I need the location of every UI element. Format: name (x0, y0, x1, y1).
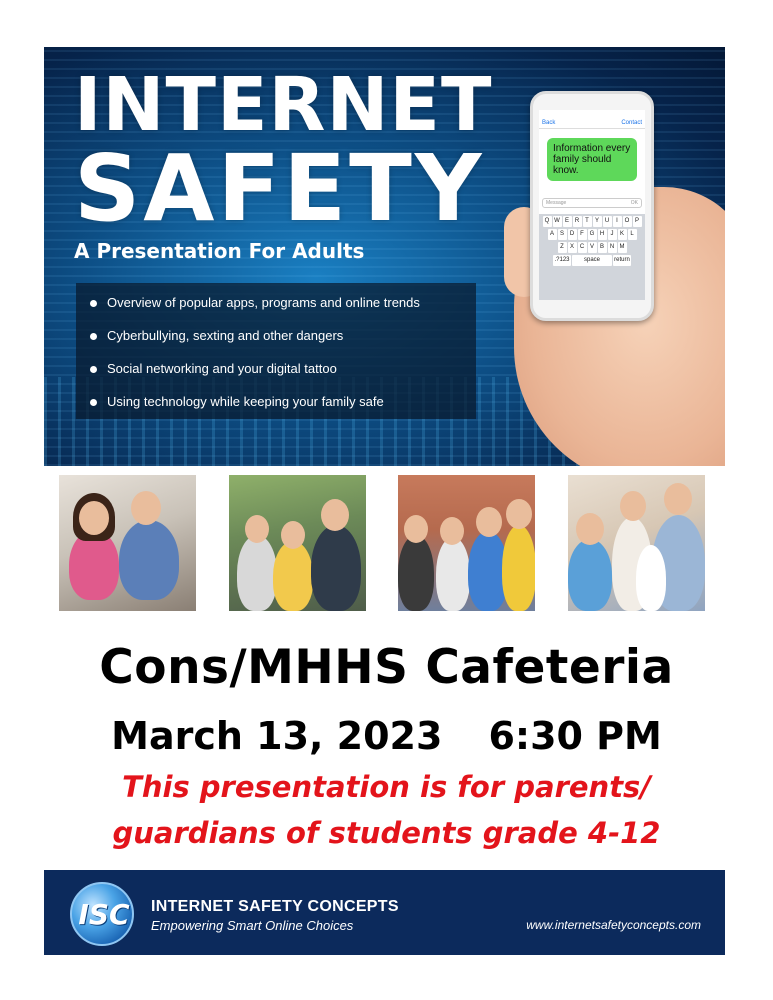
audience-notice-line2: guardians of students grade 4-12 (112, 816, 661, 850)
phone-contact-label: Contact (621, 120, 642, 126)
phone-input-placeholder: Message (546, 200, 567, 206)
key: I (613, 216, 622, 227)
organization-tagline: Empowering Smart Online Choices (151, 918, 354, 933)
photo-family-couch (59, 475, 196, 611)
key-space: space (572, 255, 612, 266)
phone-send-label: OK (630, 200, 638, 206)
phone-screen (539, 110, 645, 300)
bullet-icon (90, 300, 97, 307)
topics-box (76, 283, 476, 419)
key: U (603, 216, 612, 227)
phone-message-input (542, 198, 642, 208)
bullet-icon (90, 333, 97, 340)
event-time: 6:30 PM (488, 714, 662, 758)
key: Q (543, 216, 552, 227)
key: K (618, 229, 627, 240)
key: J (608, 229, 617, 240)
organization-name: INTERNET SAFETY CONCEPTS (151, 898, 399, 915)
photo-figure (119, 520, 179, 600)
key: H (598, 229, 607, 240)
topic-text: Social networking and your digital tattoo (107, 361, 337, 376)
key: E (563, 216, 572, 227)
key-numbers: .?123 (553, 255, 571, 266)
key: B (598, 242, 607, 253)
keyboard-row-3 (541, 242, 643, 253)
photo-family-tablet (568, 475, 705, 611)
key: M (618, 242, 627, 253)
key: W (553, 216, 562, 227)
photo-figure (664, 483, 692, 515)
key-return: return (613, 255, 631, 266)
phone-back-label: Back (542, 120, 556, 126)
key: R (573, 216, 582, 227)
bullet-icon (90, 399, 97, 406)
key: G (588, 229, 597, 240)
topics-list (86, 295, 466, 410)
photo-figure (636, 545, 666, 611)
photo-figure (440, 517, 464, 545)
photo-figure (131, 491, 161, 525)
key: S (558, 229, 567, 240)
event-date: March 13, 2023 (111, 714, 443, 758)
photo-figure (237, 535, 277, 611)
bullet-icon (90, 366, 97, 373)
website-url: www.internetsafetyconcepts.com (526, 918, 701, 932)
phone-status-bar (539, 110, 645, 118)
key: Z (558, 242, 567, 253)
phone-nav-bar (539, 118, 645, 129)
photo-figure (311, 525, 361, 611)
photo-teens-phones (398, 475, 535, 611)
key: L (628, 229, 637, 240)
key: A (548, 229, 557, 240)
photo-figure (568, 539, 612, 611)
photo-figure (404, 515, 428, 543)
topic-item (86, 394, 466, 410)
key: T (583, 216, 592, 227)
key: O (623, 216, 632, 227)
audience-notice-line1: This presentation is for parents/ (122, 770, 651, 804)
photo-figure (281, 521, 305, 549)
keyboard-row-4 (541, 255, 643, 266)
photo-figure (245, 515, 269, 543)
key: C (578, 242, 587, 253)
keyboard-row-1 (541, 216, 643, 227)
key: N (608, 242, 617, 253)
key: Y (593, 216, 602, 227)
phone-keyboard (539, 214, 645, 300)
topic-item (86, 295, 466, 311)
key: X (568, 242, 577, 253)
photo-figure (436, 537, 470, 611)
photo-figure (79, 501, 109, 535)
key: D (568, 229, 577, 240)
topic-item (86, 361, 466, 377)
photo-figure (620, 491, 646, 521)
photo-figure (506, 499, 532, 529)
hero-title-line1: INTERNET (74, 62, 493, 148)
topic-item (86, 328, 466, 344)
topic-text: Using technology while keeping your family safe (107, 394, 384, 409)
photo-figure (321, 499, 349, 531)
message-bubble: Information every family should know. (547, 138, 637, 181)
isc-globe-logo-icon (70, 882, 134, 946)
event-datetime (0, 714, 773, 758)
key: P (633, 216, 642, 227)
photo-figure (273, 541, 313, 611)
hero-subtitle: A Presentation For Adults (74, 239, 365, 263)
logo-text: ISC (78, 898, 130, 931)
event-venue: Cons/MHHS Cafeteria (99, 640, 674, 695)
topic-text: Overview of popular apps, programs and online trends (107, 295, 420, 310)
photo-figure (576, 513, 604, 545)
photo-figure (502, 525, 535, 611)
key: F (578, 229, 587, 240)
key: V (588, 242, 597, 253)
footer-banner (44, 870, 725, 955)
keyboard-row-2 (541, 229, 643, 240)
topic-text: Cyberbullying, sexting and other dangers (107, 328, 344, 343)
smartphone-illustration (530, 91, 654, 321)
hero-banner (44, 47, 725, 466)
photo-teens-selfie (229, 475, 366, 611)
photo-figure (476, 507, 502, 537)
photo-figure (398, 535, 434, 611)
hero-title-line2: SAFETY (74, 135, 485, 242)
